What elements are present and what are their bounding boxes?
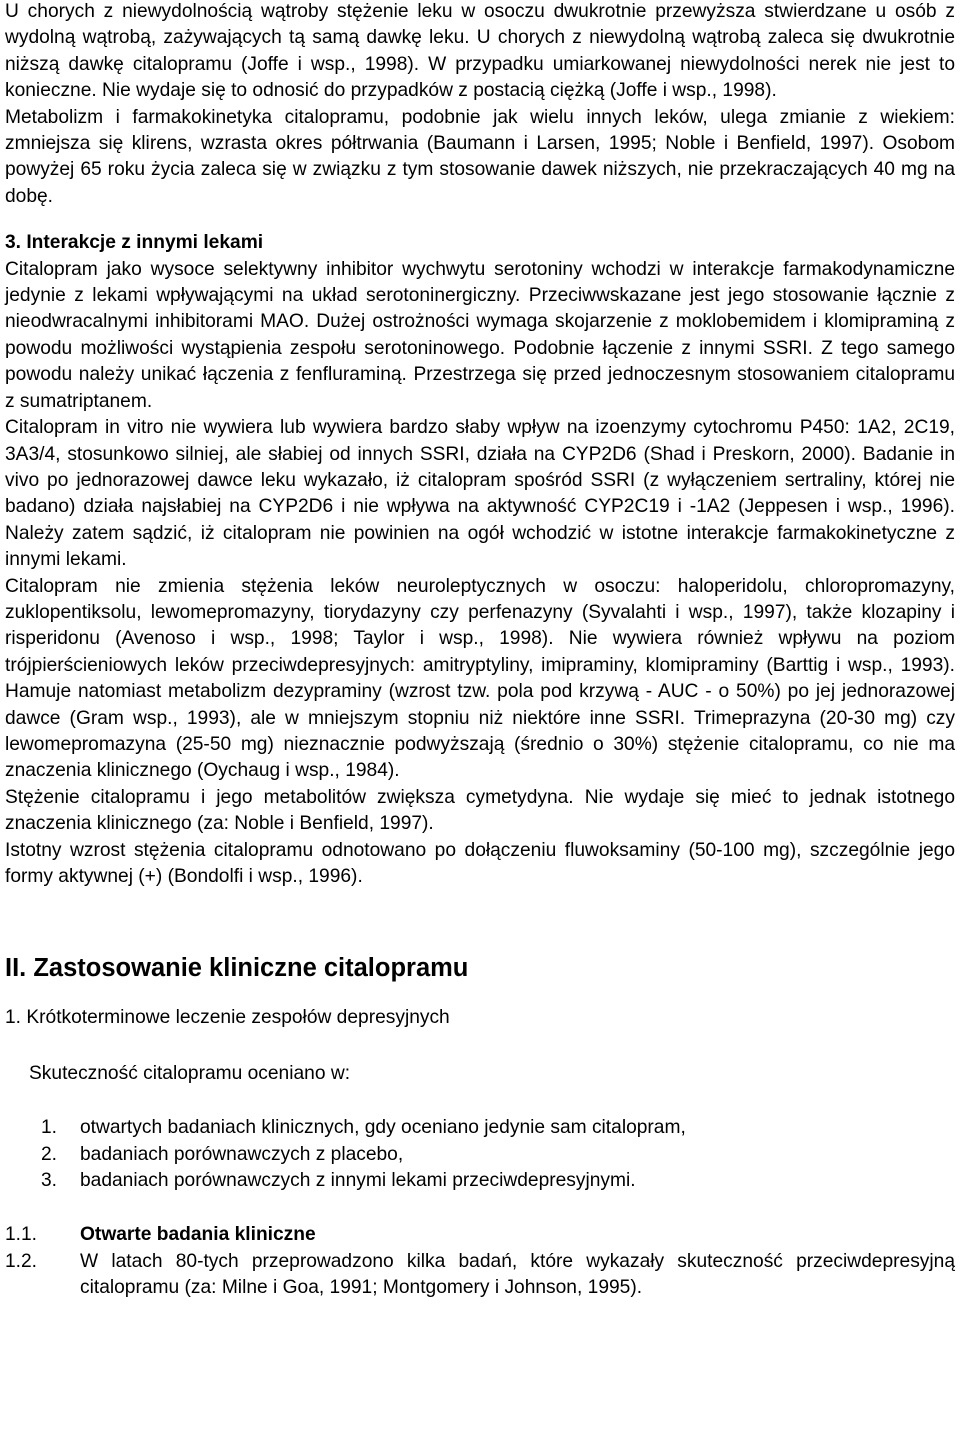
- paragraph-liver-kidney: U chorych z niewydolnością wątroby stężenie leku w osoczu dwukrotnie przewyższa stwierdzane u osób z wydolną wątrobą, zażywających tą samą dawkę leku. U chorych z niewydolną wątrobą zaleca się dwukrotnie niższą dawkę citalopramu (Joffe i wsp., 1998). W przypadku umiarkowanej niewydolności nerek nie jest to konieczne. Nie wydaje się to odnosić do przypadków z postacią ciężką (Joffe i wsp., 1998).: [5, 1, 955, 102]
- subsection-1-2: [5, 1249, 955, 1302]
- paragraph-neuroleptics: Citalopram nie zmienia stężenia leków neuroleptycznych w osoczu: haloperidolu, chloropromazyny, zuklopentiksolu, lewomepromazyny, tiorydazyny czy perfenazyny (Syvalahti i wsp., 1997), także klozapiny i risperidonu (Avenoso i wsp., 1998; Taylor i wsp., 1998). Nie wywiera również wpływu na poziom trójpierścieniowych leków przeciwdepresyjnych: amitryptyliny, imipraminy, klomipraminy (Barttig i wsp., 1993). Hamuje natomiast metabolizm dezypraminy (wzrost tzw. pola pod krzywą - AUC - o 50%) po jej jednorazowej dawce (Gram wsp., 1993), ale w mniejszym stopniu niż niektóre inne SSRI. Trimeprazyna (20-30 mg) czy lewomepromazyna (25-50 mg) nieznacznie podwyższają (średnio o 30%) stężenie citalopramu, co nie ma znaczenia klinicznego (Oychaug i wsp., 1984).: [5, 575, 955, 782]
- list-item-number: 3.: [41, 1170, 58, 1192]
- subsection-1-1: [5, 1222, 955, 1248]
- paragraph-cytochrome: Citalopram in vitro nie wywiera lub wywiera bardzo słaby wpływ na izoenzymy cytochromu P450: 1A2, 2C19, 3A3/4, stosunkowo silniej, ale słabiej od innych SSRI, działa na CYP2D6 (Shad i Preskorn, 2000). Badanie in vivo po jednorazowej dawce leku wykazało, iż citalopram spośród SSRI (z wyłączeniem sertraliny, której nie badano) działa najsłabiej na CYP2D6 i nie wpływa na aktywność CYP2C19 i -1A2 (Jeppesen i wsp., 1996). Należy zatem sądzić, iż citalopram nie powinien na ogół wchodzić w istotne interakcje farmakokinetyczne z innymi lekami.: [5, 417, 955, 571]
- subsection-number: 1.2.: [5, 1250, 38, 1272]
- list-item-text: badaniach porównawczych z innymi lekami przeciwdepresyjnymi.: [80, 1170, 636, 1192]
- list-item: [5, 1168, 955, 1194]
- part-heading-clinical-use: II. Zastosowanie kliniczne citalopramu: [5, 954, 469, 983]
- list-item-text: otwartych badaniach klinicznych, gdy oceniano jedynie sam citalopram,: [80, 1117, 686, 1139]
- list-item-number: 2.: [41, 1143, 58, 1165]
- paragraph-fluvoxamine: Istotny wzrost stężenia citalopramu odnotowano po dołączeniu fluwoksaminy (50-100 mg), szczególnie jego formy aktywnej (+) (Bondolfi i wsp., 1996).: [5, 839, 955, 887]
- methods-list: [5, 1115, 955, 1194]
- subsection-number: 1.1.: [5, 1224, 38, 1246]
- numbered-subsections: [5, 1222, 955, 1301]
- subheading-short-term-treatment: 1. Krótkoterminowe leczenie zespołów depresyjnych: [5, 1007, 450, 1029]
- section-heading-interactions: 3. Interakcje z innymi lekami: [5, 232, 264, 254]
- list-item: [5, 1142, 955, 1168]
- list-item: [5, 1115, 955, 1141]
- paragraph-cimetidine: Stężenie citalopramu i jego metabolitów zwiększa cymetydyna. Nie wydaje się mieć to jednak istotnego znaczenia klinicznego (za: Noble i Benfield, 1997).: [5, 786, 955, 835]
- paragraph-metabolism-age: Metabolizm i farmakokinetyka citalopramu, podobnie jak wielu innych leków, ulega zmianie z wiekiem: zmniejsza się klirens, wzrasta okres półtrwania (Baumann i Larsen, 1995; Noble i Benfield, 1997). Osobom powyżej 65 roku życia zaleca się w związku z tym stosowanie dawek niższych, nie przekraczających 40 mg na dobę.: [5, 106, 955, 207]
- subsection-text: W latach 80-tych przeprowadzono kilka badań, które wykazały skuteczność przeciwdepresyjną citalopramu (za: Milne i Goa, 1991; Montgomery i Johnson, 1995).: [80, 1250, 955, 1299]
- list-item-text: badaniach porównawczych z placebo,: [80, 1143, 404, 1165]
- subsection-title: Otwarte badania kliniczne: [80, 1224, 316, 1246]
- list-item-number: 1.: [41, 1117, 58, 1139]
- paragraph-pharmacodynamic: Citalopram jako wysoce selektywny inhibitor wychwytu serotoniny wchodzi w interakcje farmakodynamiczne jedynie z lekami wpływającymi na układ serotoninergiczny. Przeciwwskazane jest jego stosowanie łącznie z nieodwracalnymi inhibitorami MAO. Dużej ostrożności wymaga skojarzenie z moklobemidem i klomipraminą z powodu możliwości wystąpienia zespołu serotoninowego. Podobnie łączenie z innymi SSRI. Z tego samego powodu należy unikać łączenia z fenfluraminą. Przestrzega się przed jednoczesnym stosowaniem citalopramu z sumatriptanem.: [5, 258, 955, 412]
- intro-efficacy: Skuteczność citalopramu oceniano w:: [29, 1062, 351, 1084]
